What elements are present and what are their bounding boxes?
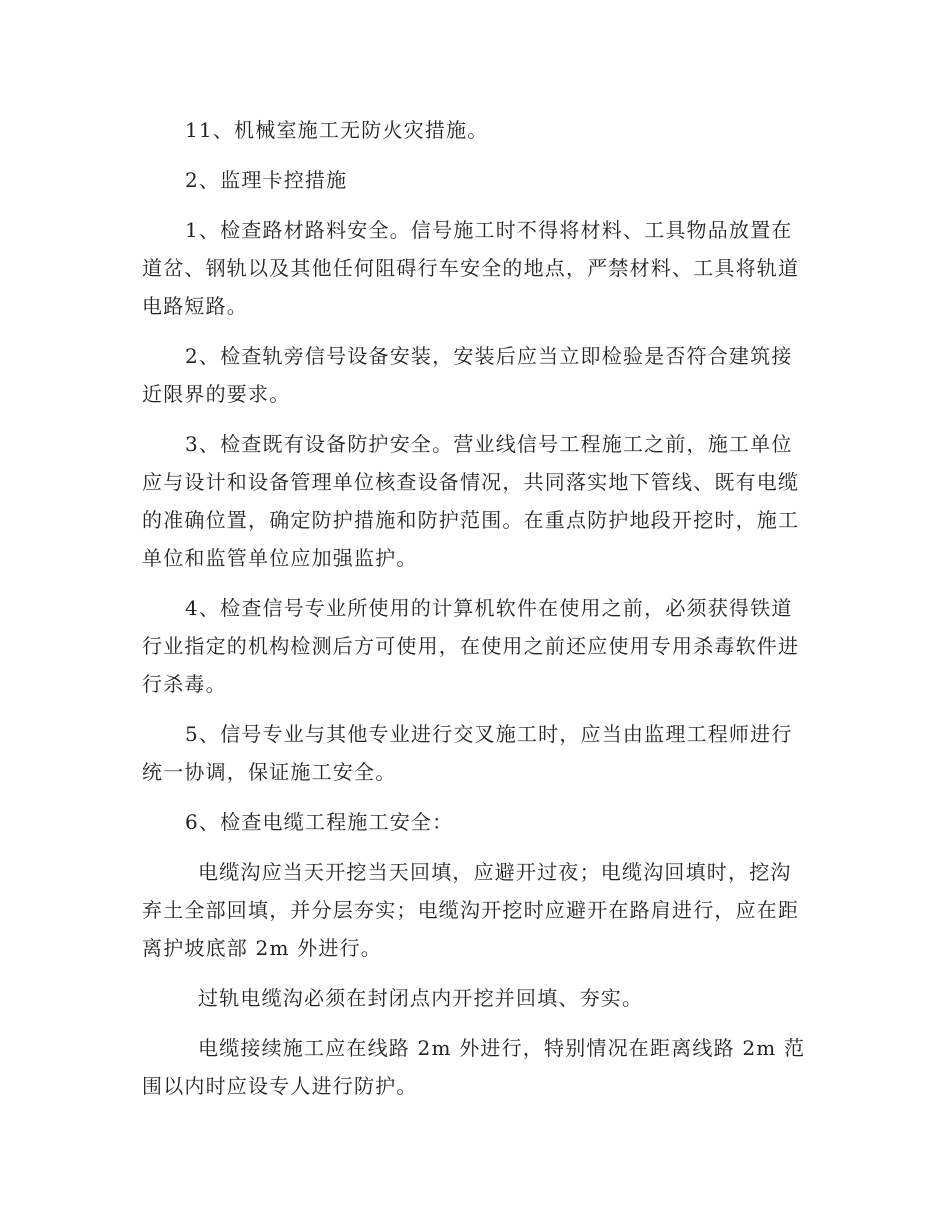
paragraph-cable-splicing: 电缆接续施工应在线路 2m 外进行，特别情况在距离线路 2m 范围以内时应设专人进行防护。: [142, 1036, 806, 1098]
paragraph-track-crossing-trench: 过轨电缆沟必须在封闭点内开挖并回填、夯实。: [198, 986, 644, 1010]
paragraph-item-11: 11、机械室施工无防火灾措施。: [185, 118, 489, 142]
paragraph-check-existing-equipment: 3、检查既有设备防护安全。营业线信号工程施工之前，施工单位应与设计和设备管理单位核查设备情况，共同落实地下管线、既有电缆的准确位置，确定防护措施和防护范围。在重点防护地段开挖时，施工单位和监管单位应加强监护。: [142, 432, 800, 570]
paragraph-check-trackside-equipment: 2、检查轨旁信号设备安装，安装后应当立即检验是否符合建筑接近限界的要求。: [142, 344, 793, 406]
paragraph-cable-trench: 电缆沟应当天开挖当天回填，应避开过夜；电缆沟回填时，挖沟弃土全部回填，并分层夯实；电缆沟开挖时应避开在路肩进行，应在距离护坡底部 2m 外进行。: [142, 860, 800, 960]
paragraph-check-cable-works: 6、检查电缆工程施工安全：: [185, 810, 454, 834]
section-heading-supervision-measures: 2、监理卡控措施: [185, 168, 348, 192]
document-body: [142, 111, 808, 1117]
paragraph-check-materials: 1、检查路材路料安全。信号施工时不得将材料、工具物品放置在道岔、钢轨以及其他任何阻碍行车安全的地点，严禁材料、工具将轨道电路短路。: [142, 218, 800, 318]
paragraph-cross-construction: 5、信号专业与其他专业进行交叉施工时，应当由监理工程师进行统一协调，保证施工安全。: [142, 722, 793, 784]
paragraph-check-software: 4、检查信号专业所使用的计算机软件在使用之前，必须获得铁道行业指定的机构检测后方可使用，在使用之前还应使用专用杀毒软件进行杀毒。: [142, 596, 800, 696]
